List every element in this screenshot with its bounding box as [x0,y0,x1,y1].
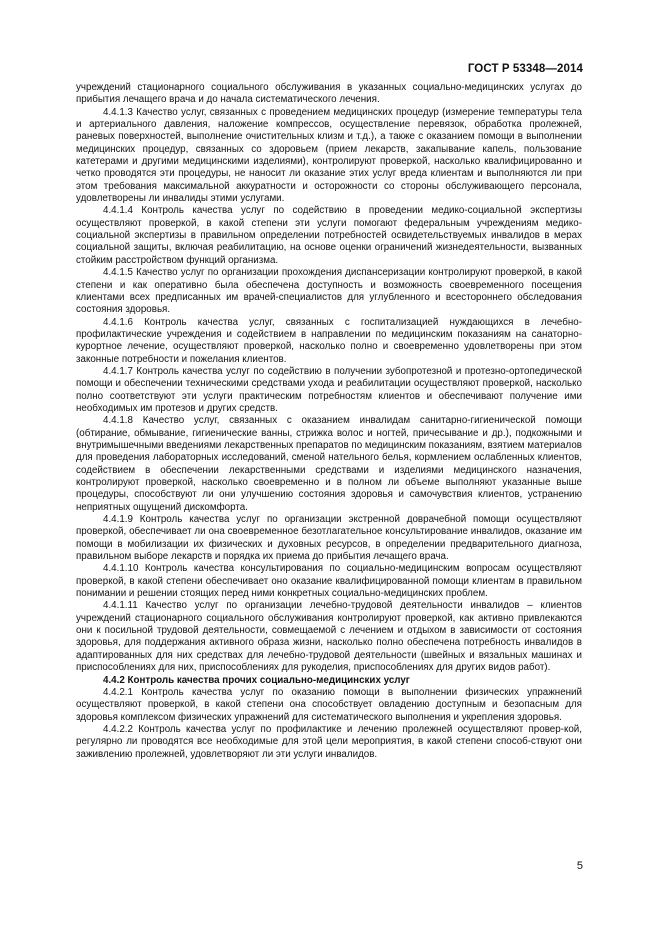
paragraph-4-4-1-3: 4.4.1.3 Качество услуг, связанных с проведением медицинских процедур (измерение температуры тела и артериального давления, наложение компрессов, осуществление перевязок, обработка пролежней, раневых поверхностей, выполнение очистительных клизм и т.д.), а также с оказанием помощи в выполнении медицинских процедур, связанных со здоровьем (прием лекарств, закапывание капель, пользование катетерами и другими медицинскими изделиями), контролируют проверкой, насколько квалифицированно и четко проводятся эти процедуры, не наносит ли оказание этих услуг вреда клиентам и выполняются ли при этом требования максимальной аккуратности и осторожности со стороны обслуживающего персонала, удовлетворены ли инвалиды этими услугами. [76,106,582,205]
paragraph-4-4-1-8: 4.4.1.8 Качество услуг, связанных с оказанием инвалидам санитарно-гигиенической помощи (обтирание, обмывание, гигиенические ванны, стрижка волос и ногтей, причесывание и др.), подкожными и внутримышечными введениями лекарственных препаратов по медицинским показаниям, взятием материалов для проведения лабораторных исследований, сменой нательного белья, кормлением ослабленных клиентов, содействием в обеспечении лекарственными средствами и изделиями медицинского назначения, контролируют проверкой, насколько своевременно и в полном ли объеме выполняют указанные выше процедуры, способствуют ли они улучшению состояния здоровья и самочувствия клиентов, устранению неприятных ощущений дискомфорта. [76,415,582,513]
paragraph-4-4-1-6: 4.4.1.6 Контроль качества услуг, связанных с госпитализацией нуждающихся в лечебно-профилактические учреждения и содействием в направлении по медицинским показаниям на санаторно-курортное лечение, осуществляют проверкой, насколько полно и своевременно удовлетворены при этом законные потребности и пожелания клиентов. [76,316,582,365]
page-number: 5 [576,860,583,872]
document-body [76,82,582,761]
paragraph-4-4-1-10: 4.4.1.10 Контроль качества консультирования по социально-медицинским вопросам осуществляют проверкой, в какой степени обеспечивает оно оказание квалифицированной помощи клиентам в правильном понимании и решении стоящих перед ними конкретных социально-медицинских проблем. [76,563,582,600]
paragraph-4-4-2-1: 4.4.2.1 Контроль качества услуг по оказанию помощи в выполнении физических упражнений осуществляют проверкой, в какой степени она способствует овладению доступным и безопасным для здоровья комплексом физических упражнений для систематического выполнения и укрепления здоровья. [76,686,582,723]
section-heading-4-4-2: 4.4.2 Контроль качества прочих социально-медицинских услуг [103,674,410,686]
paragraph-4-4-1-5: 4.4.1.5 Качество услуг по организации прохождения диспансеризации контролируют проверкой, в какой степени и как оперативно была обеспечена доступность и возможность своевременного посещения клиентами всех предписанных им врачей-специалистов для углубленного и всестороннего обследования состояния здоровья. [76,267,582,316]
document-id-header: ГОСТ Р 53348—2014 [467,63,583,75]
paragraph-4-4-1-7: 4.4.1.7 Контроль качества услуг по содействию в получении зубопротезной и протезно-ортопедической помощи и обеспечении техническими средствами ухода и реабилитации осуществляют проверкой, насколько полно соответствуют эти услуги практическим потребностям клиентов и обеспечивают получение ими необходимых им протезов и других средств. [76,365,582,414]
paragraph-4-4-2-2: 4.4.2.2 Контроль качества услуг по профилактике и лечению пролежней осуществляют провер-кой, регулярно ли проводятся все необходимые для этой цели мероприятия, в какой степени способ-ствуют они заживлению пролежней, удовлетворяют ли эти услуги инвалидов. [76,723,582,760]
paragraph-4-4-1-11: 4.4.1.11 Качество услуг по организации лечебно-трудовой деятельности инвалидов – клиентов учреждений стационарного социального обслуживания контролируют проверкой, как активно привлекаются они к посильной трудовой деятельности, совмещаемой с лечением и отдыхом в зависимости от состояния здоровья, для поддержания активного образа жизни, насколько полно обеспечена потребность инвалидов в адаптированных для них средствах для лечебно-трудовой деятельности (швейных и вязальных машинах и приспособлениях для них, приспособлениях для рукоделия, приспособлениях для других видов работ). [76,600,582,674]
paragraph-4-4-1-4: 4.4.1.4 Контроль качества услуг по содействию в проведении медико-социальной экспертизы осуществляют проверкой, в какой степени эти услуги помогают федеральным учреждениям медико-социальной экспертизы в правильном определении потребностей освидетельствуемых инвалидов в мерах социальной защиты, включая реабилитацию, на основе оценки ограничений жизнедеятельности, вызванных стойким расстройством функций организма. [76,205,582,266]
paragraph-4-4-1-9: 4.4.1.9 Контроль качества услуг по организации экстренной доврачебной помощи осуществляют проверкой, обеспечивает ли она своевременное безотлагательное консультирование инвалидов, оказание им помощи в мобилизации их физических и духовных ресурсов, в определении предварительного диагноза, правильном выборе лекарств и порядка их приема до прибытия лечащего врача. [76,514,582,563]
paragraph-continuation: учреждений стационарного социального обслуживания в указанных социально-медицинских услугах до прибытия лечащего врача и до начала систематического лечения. [76,82,582,106]
